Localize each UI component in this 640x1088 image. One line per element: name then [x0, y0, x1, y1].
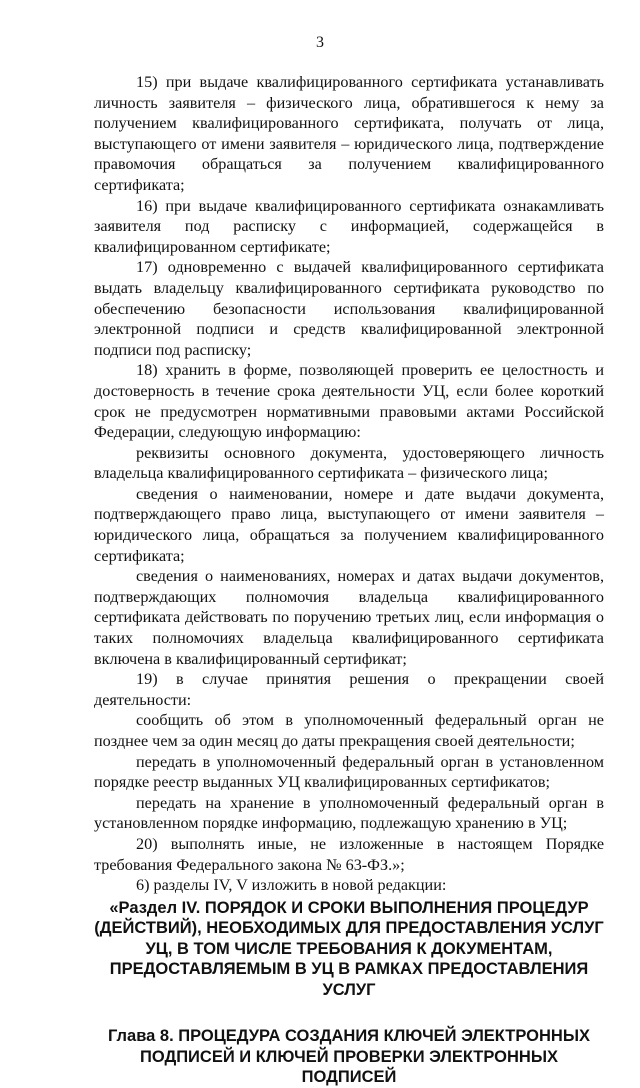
- paragraph-item-19: 19) в случае принятия решения о прекращении своей деятельности:: [94, 670, 604, 709]
- section-heading: «Раздел IV. ПОРЯДОК И СРОКИ ВЫПОЛНЕНИЯ ПРОЦЕДУР (ДЕЙСТВИЙ), НЕОБХОДИМЫХ ДЛЯ ПРЕДОСТАВЛЕНИЯ УСЛУГ УЦ, В ТОМ ЧИСЛЕ ТРЕБОВАНИЯ К ДОКУМЕНТАМ, ПРЕДОСТАВЛЯЕМЫМ В УЦ В РАМКАХ ПРЕДОСТАВЛЕНИЯ УСЛУГ: [94, 898, 604, 999]
- paragraph-item-20: 20) выполнять иные, не изложенные в настоящем Порядке требования Федерального закона № 63-ФЗ.»;: [94, 834, 604, 874]
- paragraph-subitem-transfer-storage: передать на хранение в уполномоченный федеральный орган в установленном порядке информацию, подлежащую хранению в УЦ;: [94, 793, 604, 833]
- paragraph-item-15: 15) при выдаче квалифицированного сертификата устанавливать личность заявителя – физического лица, обратившегося к нему за получением квалифицированного сертификата, получать от лица, выступающего от имени заявителя – юридического лица, подтверждение правомочия обращаться за получением квалифицированного сертификата;: [94, 73, 604, 194]
- paragraph-item-17: 17) одновременно с выдачей квалифицированного сертификата выдать владельцу квалифицированного сертификата руководство по обеспечению безопасности использования квалифицированной электронной подписи и средств квалифицированной электронной подписи под расписку;: [94, 258, 604, 359]
- paragraph-subitem-transfer-registry: передать в уполномоченный федеральный орган в установленном порядке реестр выданных УЦ квалифицированных сертификатов;: [94, 752, 604, 792]
- paragraph-item-18: 18) хранить в форме, позволяющей проверить ее целостность и достоверность в течение срока деятельности УЦ, если более короткий срок не предусмотрен нормативными правовыми актами Российской Федерации, следующую информацию:: [94, 361, 604, 442]
- paragraph-subitem-notify: сообщить об этом в уполномоченный федеральный орган не позднее чем за один месяц до даты прекращения своей деятельности;: [94, 711, 604, 750]
- chapter-heading: Глава 8. ПРОЦЕДУРА СОЗДАНИЯ КЛЮЧЕЙ ЭЛЕКТРОННЫХ ПОДПИСЕЙ И КЛЮЧЕЙ ПРОВЕРКИ ЭЛЕКТРОННЫХ ПОДПИСЕЙ: [108, 1027, 590, 1087]
- paragraph-subitem-third-party-powers: сведения о наименованиях, номерах и датах выдачи документов, подтверждающих полномочия владельца квалифицированного сертификата действовать по поручению третьих лиц, если информация о таких полномочиях владельца квалифицированного сертификата включена в квалифицированный сертификат;: [94, 567, 604, 668]
- page-number: 3: [316, 34, 324, 51]
- body-text: [94, 72, 604, 896]
- paragraph-subitem-authority-document: сведения о наименовании, номере и дате выдачи документа, подтверждающего право лица, выступающего от имени заявителя – юридического лица, обращаться за получением квалифицированного сертификата;: [94, 484, 604, 565]
- paragraph-amendment-6: 6) разделы IV, V изложить в новой редакции:: [136, 876, 447, 895]
- paragraph-item-16: 16) при выдаче квалифицированного сертификата ознакамливать заявителя под расписку с информацией, содержащейся в квалифицированном сертификате;: [94, 196, 604, 256]
- paragraph-subitem-identity-document: реквизиты основного документа, удостоверяющего личность владельца квалифицированного сертификата – физического лица;: [94, 443, 604, 483]
